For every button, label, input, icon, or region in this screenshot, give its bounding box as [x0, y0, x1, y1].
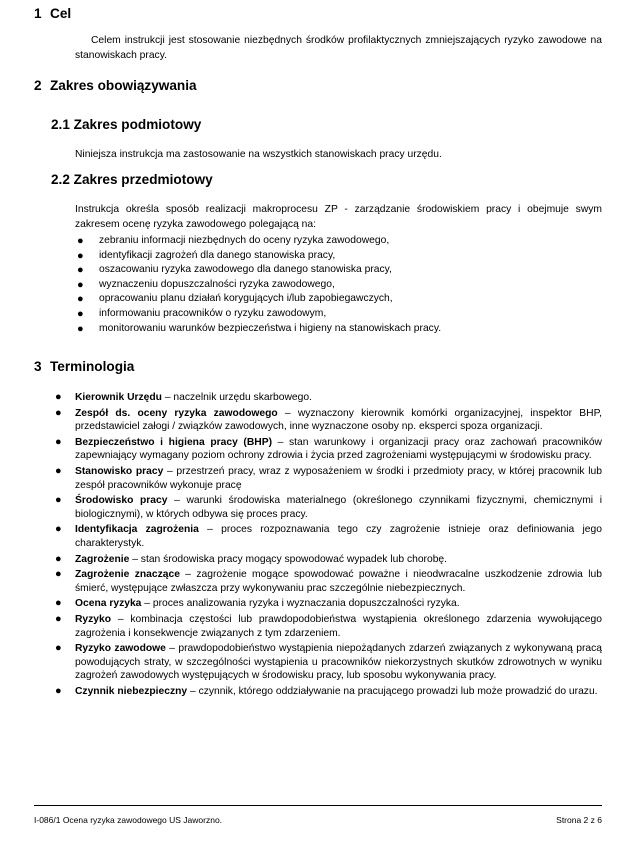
term-item [53, 613, 602, 640]
term-item [53, 391, 602, 405]
term-item [53, 465, 602, 492]
bullet-icon: ● [77, 264, 84, 277]
term-definition: – czynnik, którego oddziaływanie na pracującego prowadzi lub może prowadzić do urazu. [187, 685, 598, 697]
term-name: Zagrożenie [75, 553, 130, 565]
term-definition: – przestrzeń pracy, wraz z wyposażeniem w środki i przedmioty pracy, w której pracownik lub zespół pracowników wykonuje pracę [75, 465, 602, 491]
bullet-icon: ● [77, 322, 84, 335]
term-item [53, 436, 602, 463]
term-name: Ocena ryzyka [75, 598, 142, 610]
list-item: ● identyfikacji zagrożeń dla danego stanowiska pracy, [77, 249, 336, 262]
section-2-heading: 2 Zakres obowiązywania [34, 78, 197, 93]
footer-page-number: Strona 2 z 6 [556, 815, 602, 825]
term-name: Czynnik niebezpieczny [75, 685, 188, 697]
term-definition: – proces rozpoznawania tego czy zagrożenie istnieje oraz definiowania jego charakterystyk. [75, 524, 602, 549]
term-item [53, 597, 602, 611]
term-name: Kierownik Urzędu [75, 392, 162, 403]
term-name: Środowisko pracy [75, 495, 168, 507]
section-1-text: Celem instrukcji jest stosowanie niezbędnych środków profilaktycznych zmniejszających ryzyko zawodowe na stanowiskach pracy. [75, 35, 602, 61]
bullet-icon: ● [55, 494, 62, 507]
term-definition: – zagrożenie mogące spowodować poważne i nieodwracalne uszkodzenie zdrowia lub śmierć, występujące zwłaszcza przy wykonywaniu prac szczególnie niebezpiecznych. [75, 569, 602, 594]
list-item: ● monitorowaniu warunków bezpieczeństwa i higieny na stanowiskach pracy. [77, 322, 442, 335]
term-definition: – stan środowiska pracy mogący spowodować wypadek lub chorobę. [129, 553, 448, 565]
term-item [53, 523, 602, 550]
term-definition: – warunki środowiska materialnego (określonego czynnikami fizycznymi, chemicznymi i biologicznymi), w których odbywa się proces pracy. [75, 495, 602, 520]
bullet-icon: ● [77, 249, 84, 262]
list-item: ● oszacowaniu ryzyka zawodowego dla danego stanowiska pracy, [77, 264, 392, 277]
list-item: ● informowaniu pracowników o ryzyku zawodowym, [77, 307, 327, 320]
terminology-list [53, 391, 602, 700]
term-definition: – stan warunkowy i organizacji pracy oraz zachowań pracowników zapewniający wymagany poziom ochrony zdrowia i życia przed zagrożeniami występującymi w środowisku pracy. [75, 436, 602, 462]
term-item [53, 685, 602, 699]
bullet-icon: ● [55, 464, 62, 477]
term-item [53, 553, 602, 567]
section-3-heading: 3 Terminologia [34, 359, 135, 374]
scope-list [75, 234, 602, 336]
term-name: Zespół ds. oceny ryzyka zawodowego [75, 407, 278, 419]
term-name: Bezpieczeństwo i higiena pracy (BHP) [75, 436, 273, 448]
bullet-icon: ● [55, 597, 62, 610]
bullet-icon: ● [77, 235, 84, 247]
term-item [53, 407, 602, 434]
bullet-icon: ● [55, 612, 62, 625]
section-2-1-text: Niniejsza instrukcja ma zastosowanie na wszystkich stanowiskach pracy urzędu. [75, 149, 442, 160]
list-item: ● zebraniu informacji niezbędnych do oceny ryzyka zawodowego, [77, 235, 390, 247]
term-item [53, 494, 602, 521]
term-definition: – kombinacja częstości lub prawdopodobieństwa wystąpienia określonego zdarzenia wywołującego zagrożenia i konsekwencje związanych z tym zdarzeniem. [75, 613, 602, 639]
term-item [53, 642, 602, 683]
bullet-icon: ● [77, 278, 84, 291]
term-name: Ryzyko [75, 613, 112, 625]
section-2-1-heading: 2.1 Zakres podmiotowy [51, 117, 202, 132]
term-definition: – proces analizowania ryzyka i wyznaczania dopuszczalności ryzyka. [141, 598, 460, 610]
bullet-icon: ● [77, 293, 84, 306]
bullet-icon: ● [55, 435, 62, 448]
bullet-icon: ● [55, 642, 62, 655]
term-item [53, 568, 602, 595]
bullet-icon: ● [55, 406, 62, 419]
section-1-heading: 1 Cel [34, 6, 72, 21]
term-name: Stanowisko pracy [75, 465, 164, 477]
term-definition: – naczelnik urzędu skarbowego. [161, 392, 312, 403]
section-2-2-intro: Instrukcja określa sposób realizacji makroprocesu ZP - zarządzanie środowiskiem pracy i obejmuje swym zakresem ocenę ryzyka zawodowego polegającą na: [75, 204, 602, 230]
term-definition: – wyznaczony kierownik komórki organizacyjnej, inspektor BHP, przedstawiciel załogi / związków zawodowych, inne wyznaczone osoby np. eksperci spoza organizacji. [75, 407, 602, 433]
bullet-icon: ● [55, 391, 62, 403]
bullet-icon: ● [55, 684, 62, 697]
bullet-icon: ● [55, 523, 62, 536]
bullet-icon: ● [55, 552, 62, 565]
term-name: Zagrożenie znaczące [75, 569, 180, 581]
section-2-2-heading: 2.2 Zakres przedmiotowy [51, 172, 213, 187]
list-item: ● wyznaczeniu dopuszczalności ryzyka zawodowego, [77, 278, 335, 291]
term-definition: – prawdopodobieństwo wystąpienia niepożądanych zdarzeń związanych z wykonywaną pracą powodujących straty, w szczególności wystąpienia u pracowników niekorzystnych skutków zdrowotnych w wyniku zagrożeń zawodowych występujących w środowisku pracy, lub sposobu wykonywania pracy. [75, 643, 602, 682]
list-item: ● opracowaniu planu działań korygujących i/lub zapobiegawczych, [77, 293, 393, 306]
bullet-icon: ● [55, 568, 62, 581]
term-name: Ryzyko zawodowe [75, 643, 166, 655]
footer-divider [34, 805, 602, 806]
footer-document-id: I-086/1 Ocena ryzyka zawodowego US Jaworzno. [34, 815, 223, 825]
bullet-icon: ● [77, 307, 84, 320]
term-name: Identyfikacja zagrożenia [75, 524, 199, 536]
